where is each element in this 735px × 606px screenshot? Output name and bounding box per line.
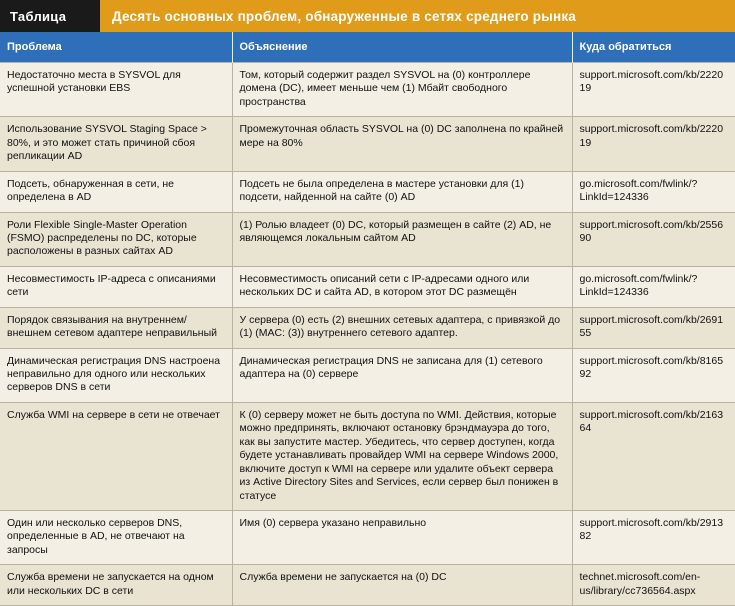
column-header-where: Куда обратиться	[572, 32, 735, 63]
cell-problem: Порядок связывания на внутреннем/внешнем сетевом адаптере неправильный	[0, 307, 232, 348]
cell-where: support.microsoft.com/kb/255690	[572, 212, 735, 266]
cell-explanation: У сервера (0) есть (2) внешних сетевых адаптера, с привязкой до (1) (MAC: (3)) внутреннего сетевого адаптер.	[232, 307, 572, 348]
table-row	[0, 266, 735, 307]
cell-where: technet.microsoft.com/en-us/library/cc736564.aspx	[572, 565, 735, 606]
cell-problem: Служба WMI на сервере в сети не отвечает	[0, 402, 232, 510]
cell-problem: Подсеть, обнаруженная в сети, не определена в AD	[0, 171, 232, 212]
cell-where: support.microsoft.com/kb/269155	[572, 307, 735, 348]
cell-problem: Несовместимость IP-адреса с описаниями сети	[0, 266, 232, 307]
cell-explanation: Несовместимость описаний сети с IP-адресами одного или нескольких DC и сайта AD, в котором этот DC размещён	[232, 266, 572, 307]
cell-explanation: Служба времени не запускается на (0) DC	[232, 565, 572, 606]
table-row	[0, 307, 735, 348]
table-row	[0, 348, 735, 402]
table-row	[0, 63, 735, 117]
cell-problem: Один или несколько серверов DNS, определенные в AD, не отвечают на запросы	[0, 510, 232, 564]
cell-where: support.microsoft.com/kb/816592	[572, 348, 735, 402]
cell-where: support.microsoft.com/kb/291382	[572, 510, 735, 564]
cell-explanation: Промежуточная область SYSVOL на (0) DC заполнена по крайней мере на 80%	[232, 117, 572, 171]
cell-explanation: Динамическая регистрация DNS не записана для (1) сетевого адаптера на (0) сервере	[232, 348, 572, 402]
cell-explanation: Имя (0) сервера указано неправильно	[232, 510, 572, 564]
cell-explanation: Подсеть не была определена в мастере установки для (1) подсети, найденной на сайте (0) AD	[232, 171, 572, 212]
cell-explanation: Том, который содержит раздел SYSVOL на (0) контроллере домена (DC), имеет меньше чем (1) Мбайт свободного пространства	[232, 63, 572, 117]
table-row	[0, 565, 735, 606]
cell-where: go.microsoft.com/fwlink/?LinkId=124336	[572, 266, 735, 307]
figure-tag-label: Таблица	[0, 0, 100, 32]
cell-problem: Использование SYSVOL Staging Space > 80%, и это может стать причиной сбоя репликации AD	[0, 117, 232, 171]
cell-where: support.microsoft.com/kb/216364	[572, 402, 735, 510]
column-header-problem: Проблема	[0, 32, 232, 63]
table-row	[0, 510, 735, 564]
table-row	[0, 117, 735, 171]
column-header-explanation: Объяснение	[232, 32, 572, 63]
cell-where: go.microsoft.com/fwlink/?LinkId=124336	[572, 171, 735, 212]
cell-where: support.microsoft.com/kb/222019	[572, 117, 735, 171]
figure-title: Десять основных проблем, обнаруженные в сетях среднего рынка	[112, 8, 576, 24]
cell-explanation: (1) Ролью владеет (0) DC, который размещен в сайте (2) AD, не являющемся локальным сайтом AD	[232, 212, 572, 266]
cell-where: support.microsoft.com/kb/222019	[572, 63, 735, 117]
table-header-row	[0, 32, 735, 63]
table-row	[0, 171, 735, 212]
table-row	[0, 212, 735, 266]
figure-title-bar	[0, 0, 735, 32]
issues-table	[0, 32, 735, 606]
table-row	[0, 402, 735, 510]
cell-problem: Служба времени не запускается на одном или нескольких DC в сети	[0, 565, 232, 606]
cell-problem: Динамическая регистрация DNS настроена неправильно для одного или нескольких серверов DNS в сети	[0, 348, 232, 402]
cell-problem: Роли Flexible Single-Master Operation (FSMO) распределены по DC, которые расположены в разных сайтах AD	[0, 212, 232, 266]
cell-problem: Недостаточно места в SYSVOL для успешной установки EBS	[0, 63, 232, 117]
cell-explanation: К (0) серверу может не быть доступа по WMI. Действия, которые можно предпринять, включают остановку брэндмауэра до того, как вы запустите мастер. Убедитесь, что сервер доступен, когда будете устанавливать провайдер WMI на сервере Windows 2000, включите доступ к WMI на сервере или удалите объект сервера из Active Directory Sites and Services, если сервер был понижен в статусе	[232, 402, 572, 510]
